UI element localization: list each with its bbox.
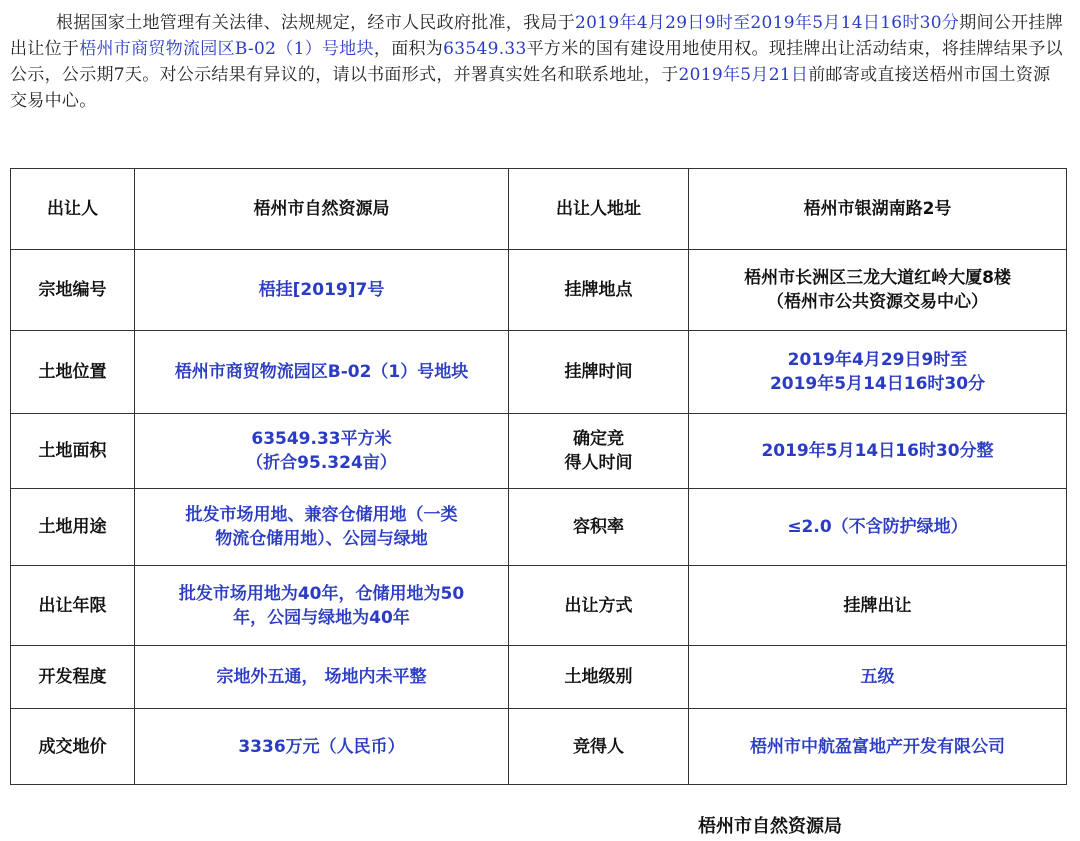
listing-place-line-2: （梧州市公共资源交易中心）: [767, 292, 988, 312]
notice-listing-period: 2019年4月29日9时至2019年5月14日16时30分: [575, 13, 960, 33]
table-row: [11, 414, 1067, 489]
transfer-term-line-1: 批发市场用地为40年，仓储用地为50: [178, 583, 465, 604]
listing-place-line-1: 梧州市长洲区三龙大道红岭大厦8楼: [744, 268, 1011, 288]
label-winner-time: [509, 414, 689, 489]
label-land-area: 土地面积: [11, 414, 135, 489]
label-listing-time: 挂牌时间: [509, 331, 689, 414]
value-listing-place: [689, 250, 1067, 331]
table-row: [11, 250, 1067, 331]
value-land-use: [135, 489, 509, 566]
listing-time-line-1: 2019年4月29日9时至: [787, 350, 968, 370]
transfer-result-table: [10, 168, 1067, 785]
value-land-grade: 五级: [689, 646, 1067, 709]
table-row: [11, 566, 1067, 646]
value-land-location: 梧州市商贸物流园区B-02（1）号地块: [135, 331, 509, 414]
winner-time-label-line-2: 得人时间: [564, 453, 633, 473]
notice-area: 63549.33: [443, 39, 527, 59]
value-winner-time: 2019年5月14日16时30分整: [689, 414, 1067, 489]
label-land-grade: 土地级别: [509, 646, 689, 709]
label-plot-ratio: 容积率: [509, 489, 689, 566]
table-row: [11, 489, 1067, 566]
transfer-term-line-2: 年，公园与绿地为40年: [233, 607, 410, 628]
notice-text-5: 前邮寄或直接送梧州市国土资源交易中心。: [10, 65, 1051, 111]
label-transferor: 出让人: [11, 169, 135, 250]
label-deal-price: 成交地价: [11, 709, 135, 785]
land-use-line-2: 物流仓储用地）、公园与绿地: [215, 529, 428, 549]
table-row: [11, 169, 1067, 250]
land-area-line-1: 63549.33平方米: [251, 429, 392, 449]
label-winning-bidder: 竞得人: [509, 709, 689, 785]
value-listing-time: [689, 331, 1067, 414]
notice-text-1: 根据国家土地管理有关法律、法规规定，经市人民政府批准，我局于: [56, 13, 575, 33]
label-transfer-term: 出让年限: [11, 566, 135, 646]
label-land-location: 土地位置: [11, 331, 135, 414]
winner-time-label-line-1: 确定竞: [573, 429, 624, 449]
notice-text-4: 平方米的国有建设用地使用权。现挂牌出让活动结束，将挂牌结果予以公示，公示期7天。对公示结果有异议的，请以书面形式，并署真实姓名和联系地址，于: [10, 39, 1063, 85]
land-use-line-1: 批发市场用地、兼容仓储用地（一类: [185, 505, 458, 525]
label-transferor-address: 出让人地址: [509, 169, 689, 250]
notice-text-3: ，面积为: [373, 39, 444, 59]
value-parcel-number: 梧挂[2019]7号: [135, 250, 509, 331]
notice-deadline: 2019年5月21日: [678, 65, 809, 85]
notice-parcel-location: 梧州市商贸物流园区B-02（1）号地块: [79, 39, 374, 59]
label-listing-place: 挂牌地点: [509, 250, 689, 331]
notice-text-2: 期间公开挂牌出让位于: [10, 13, 1064, 59]
value-winning-bidder: 梧州市中航盈富地产开发有限公司: [689, 709, 1067, 785]
label-development-level: 开发程度: [11, 646, 135, 709]
notice-paragraph: [10, 10, 1066, 114]
value-transfer-method: 挂牌出让: [689, 566, 1067, 646]
value-plot-ratio: ≤2.0（不含防护绿地）: [689, 489, 1067, 566]
table-row: [11, 646, 1067, 709]
value-transfer-term: [135, 566, 509, 646]
value-land-area: [135, 414, 509, 489]
table-row: [11, 709, 1067, 785]
land-area-line-2: （折合95.324亩）: [246, 453, 397, 473]
value-development-level: 宗地外五通， 场地内未平整: [135, 646, 509, 709]
label-land-use: 土地用途: [11, 489, 135, 566]
issuer-signature: 梧州市自然资源局: [698, 816, 842, 837]
value-transferor: 梧州市自然资源局: [135, 169, 509, 250]
table-row: [11, 331, 1067, 414]
value-deal-price: 3336万元（人民币）: [135, 709, 509, 785]
value-transferor-address: 梧州市银湖南路2号: [689, 169, 1067, 250]
listing-time-line-2: 2019年5月14日16时30分: [769, 374, 986, 394]
label-transfer-method: 出让方式: [509, 566, 689, 646]
label-parcel-number: 宗地编号: [11, 250, 135, 331]
